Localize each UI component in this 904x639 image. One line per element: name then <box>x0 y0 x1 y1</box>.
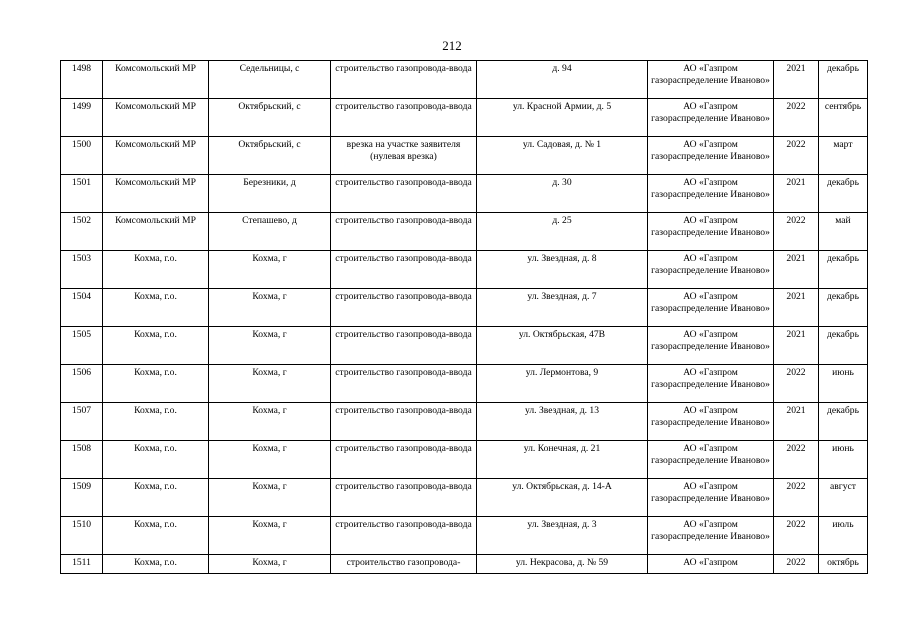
locality-cell: Кохма, г <box>209 441 331 479</box>
month-cell: март <box>819 137 868 175</box>
row-number: 1498 <box>61 61 103 99</box>
organization-cell: АО «Газпром газораспределение Иваново» <box>648 289 774 327</box>
work-type-cell: строительство газопровода-ввода <box>331 327 477 365</box>
address-cell: ул. Звездная, д. 7 <box>477 289 648 327</box>
row-number: 1500 <box>61 137 103 175</box>
organization-cell: АО «Газпром газораспределение Иваново» <box>648 213 774 251</box>
address-cell: ул. Конечная, д. 21 <box>477 441 648 479</box>
table-row <box>61 213 868 251</box>
work-type-cell: строительство газопровода-ввода <box>331 175 477 213</box>
month-cell: июнь <box>819 365 868 403</box>
year-cell: 2022 <box>774 213 819 251</box>
locality-cell: Октябрьский, с <box>209 137 331 175</box>
district-cell: Кохма, г.о. <box>103 251 209 289</box>
work-type-cell: строительство газопровода-ввода <box>331 99 477 137</box>
organization-cell: АО «Газпром газораспределение Иваново» <box>648 517 774 555</box>
locality-cell: Кохма, г <box>209 517 331 555</box>
organization-cell: АО «Газпром газораспределение Иваново» <box>648 403 774 441</box>
year-cell: 2022 <box>774 99 819 137</box>
district-cell: Комсомольский МР <box>103 175 209 213</box>
locality-cell: Кохма, г <box>209 403 331 441</box>
table-row <box>61 517 868 555</box>
table-row <box>61 327 868 365</box>
work-type-cell: строительство газопровода-ввода <box>331 251 477 289</box>
month-cell: май <box>819 213 868 251</box>
year-cell: 2022 <box>774 365 819 403</box>
organization-cell: АО «Газпром <box>648 555 774 574</box>
address-cell: ул. Некрасова, д. № 59 <box>477 555 648 574</box>
address-cell: д. 94 <box>477 61 648 99</box>
locality-cell: Степашево, д <box>209 213 331 251</box>
address-cell: ул. Звездная, д. 8 <box>477 251 648 289</box>
table-row <box>61 289 868 327</box>
address-cell: ул. Лермонтова, 9 <box>477 365 648 403</box>
page-number: 212 <box>442 38 462 53</box>
district-cell: Кохма, г.о. <box>103 365 209 403</box>
table-row <box>61 365 868 403</box>
month-cell: сентябрь <box>819 99 868 137</box>
district-cell: Кохма, г.о. <box>103 403 209 441</box>
locality-cell: Кохма, г <box>209 479 331 517</box>
address-cell: ул. Звездная, д. 13 <box>477 403 648 441</box>
district-cell: Комсомольский МР <box>103 137 209 175</box>
year-cell: 2021 <box>774 289 819 327</box>
year-cell: 2022 <box>774 137 819 175</box>
address-cell: ул. Звездная, д. 3 <box>477 517 648 555</box>
locality-cell: Седельницы, с <box>209 61 331 99</box>
locality-cell: Березники, д <box>209 175 331 213</box>
locality-cell: Кохма, г <box>209 365 331 403</box>
organization-cell: АО «Газпром газораспределение Иваново» <box>648 61 774 99</box>
row-number: 1502 <box>61 213 103 251</box>
year-cell: 2022 <box>774 517 819 555</box>
table-row <box>61 479 868 517</box>
work-type-cell: строительство газопровода-ввода <box>331 441 477 479</box>
month-cell: июль <box>819 517 868 555</box>
year-cell: 2021 <box>774 327 819 365</box>
address-cell: д. 25 <box>477 213 648 251</box>
row-number: 1508 <box>61 441 103 479</box>
month-cell: декабрь <box>819 403 868 441</box>
organization-cell: АО «Газпром газораспределение Иваново» <box>648 479 774 517</box>
row-number: 1510 <box>61 517 103 555</box>
month-cell: декабрь <box>819 251 868 289</box>
address-cell: ул. Октябрьская, д. 14-А <box>477 479 648 517</box>
row-number: 1505 <box>61 327 103 365</box>
address-cell: ул. Октябрьская, 47В <box>477 327 648 365</box>
work-type-cell: строительство газопровода-ввода <box>331 403 477 441</box>
organization-cell: АО «Газпром газораспределение Иваново» <box>648 137 774 175</box>
organization-cell: АО «Газпром газораспределение Иваново» <box>648 441 774 479</box>
district-cell: Комсомольский МР <box>103 99 209 137</box>
work-type-cell: врезка на участке заявителя (нулевая врезка) <box>331 137 477 175</box>
organization-cell: АО «Газпром газораспределение Иваново» <box>648 365 774 403</box>
locality-cell: Октябрьский, с <box>209 99 331 137</box>
table-row <box>61 137 868 175</box>
month-cell: декабрь <box>819 289 868 327</box>
locality-cell: Кохма, г <box>209 327 331 365</box>
organization-cell: АО «Газпром газораспределение Иваново» <box>648 99 774 137</box>
address-cell: ул. Красной Армии, д. 5 <box>477 99 648 137</box>
organization-cell: АО «Газпром газораспределение Иваново» <box>648 327 774 365</box>
table-row <box>61 175 868 213</box>
work-type-cell: строительство газопровода-ввода <box>331 479 477 517</box>
district-cell: Кохма, г.о. <box>103 327 209 365</box>
district-cell: Кохма, г.о. <box>103 479 209 517</box>
table-row <box>61 403 868 441</box>
organization-cell: АО «Газпром газораспределение Иваново» <box>648 175 774 213</box>
year-cell: 2021 <box>774 61 819 99</box>
district-cell: Кохма, г.о. <box>103 441 209 479</box>
district-cell: Комсомольский МР <box>103 61 209 99</box>
row-number: 1509 <box>61 479 103 517</box>
table-row <box>61 555 868 574</box>
work-type-cell: строительство газопровода-ввода <box>331 517 477 555</box>
locality-cell: Кохма, г <box>209 251 331 289</box>
year-cell: 2022 <box>774 479 819 517</box>
month-cell: август <box>819 479 868 517</box>
year-cell: 2021 <box>774 251 819 289</box>
row-number: 1503 <box>61 251 103 289</box>
work-type-cell: строительство газопровода-ввода <box>331 213 477 251</box>
row-number: 1504 <box>61 289 103 327</box>
locality-cell: Кохма, г <box>209 289 331 327</box>
gasification-table <box>60 60 868 574</box>
locality-cell: Кохма, г <box>209 555 331 574</box>
work-type-cell: строительство газопровода-ввода <box>331 61 477 99</box>
month-cell: июнь <box>819 441 868 479</box>
work-type-cell: строительство газопровода-ввода <box>331 365 477 403</box>
organization-cell: АО «Газпром газораспределение Иваново» <box>648 251 774 289</box>
table-row <box>61 99 868 137</box>
district-cell: Комсомольский МР <box>103 213 209 251</box>
row-number: 1506 <box>61 365 103 403</box>
row-number: 1499 <box>61 99 103 137</box>
district-cell: Кохма, г.о. <box>103 555 209 574</box>
table-row <box>61 251 868 289</box>
district-cell: Кохма, г.о. <box>103 289 209 327</box>
year-cell: 2022 <box>774 555 819 574</box>
table-row <box>61 61 868 99</box>
month-cell: декабрь <box>819 61 868 99</box>
district-cell: Кохма, г.о. <box>103 517 209 555</box>
work-type-cell: строительство газопровода- <box>331 555 477 574</box>
row-number: 1501 <box>61 175 103 213</box>
month-cell: декабрь <box>819 327 868 365</box>
year-cell: 2021 <box>774 403 819 441</box>
row-number: 1511 <box>61 555 103 574</box>
year-cell: 2022 <box>774 441 819 479</box>
row-number: 1507 <box>61 403 103 441</box>
month-cell: октябрь <box>819 555 868 574</box>
year-cell: 2021 <box>774 175 819 213</box>
work-type-cell: строительство газопровода-ввода <box>331 289 477 327</box>
table-row <box>61 441 868 479</box>
month-cell: декабрь <box>819 175 868 213</box>
address-cell: д. 30 <box>477 175 648 213</box>
address-cell: ул. Садовая, д. № 1 <box>477 137 648 175</box>
